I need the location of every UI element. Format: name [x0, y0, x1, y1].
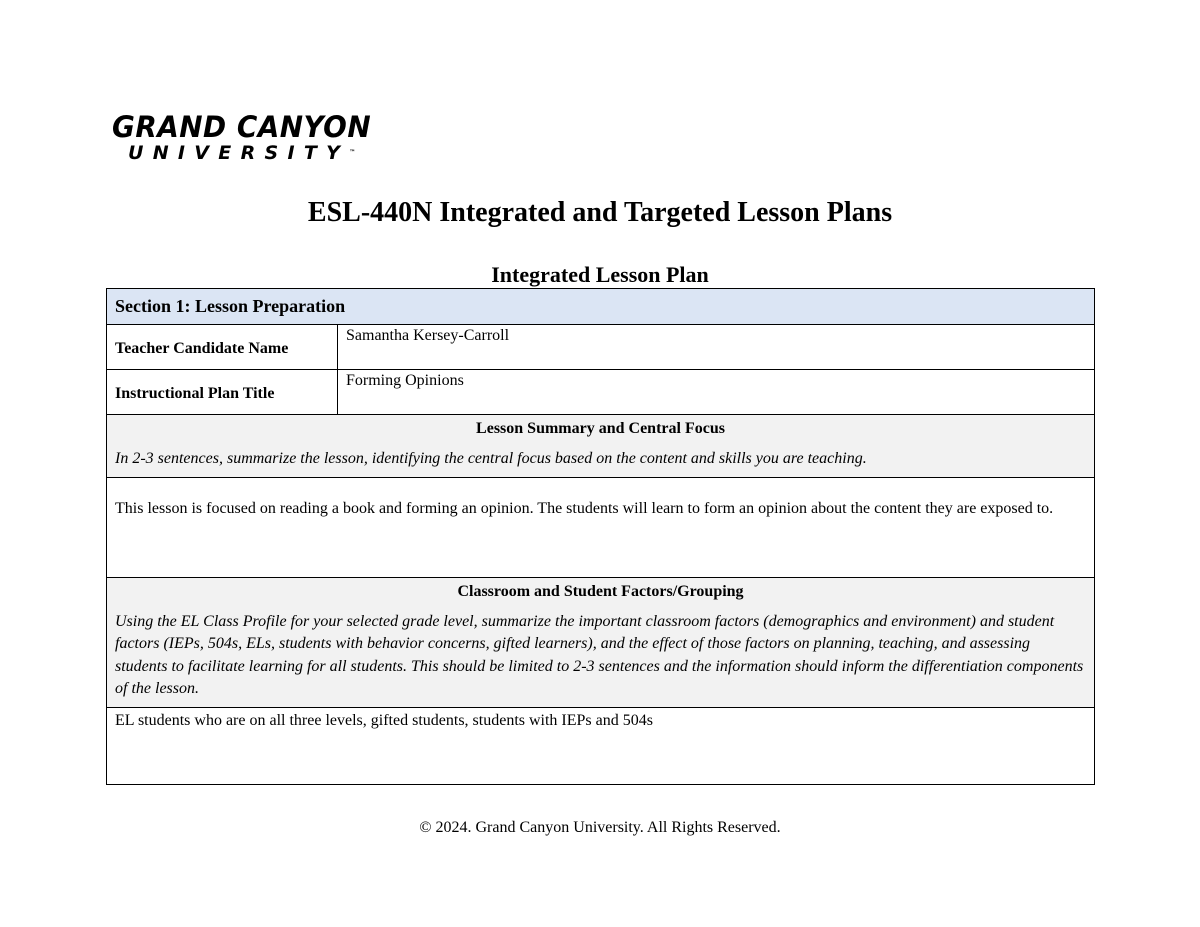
factors-prompt-row [107, 577, 1095, 707]
factors-instructions: Using the EL Class Profile for your selected grade level, summarize the important classroom factors (demographics and environment) and student factors (IEPs, 504s, ELs, students with behavior concerns, gifted learners), and the effect of those factors on planning, teaching, and assessing students to facilitate learning for all students. This should be limited to 2-3 sentences and the information should inform the differentiation components of the lesson. [115, 612, 1084, 697]
logo-wordmark-top: GRAND CANYON [112, 110, 372, 144]
summary-prompt-row [107, 415, 1095, 478]
summary-answer-row [107, 477, 1095, 577]
teacher-name-label: Teacher Candidate Name [107, 325, 338, 370]
logo-wordmark-bottom-text: UNIVERSITY [128, 142, 350, 164]
factors-prompt-cell [107, 577, 1095, 707]
plan-title-row [107, 370, 1095, 415]
summary-answer[interactable]: This lesson is focused on reading a book and forming an opinion. The students will learn to form an opinion about the content they are exposed to. [107, 477, 1095, 577]
section-header-row [107, 289, 1095, 325]
logo-wordmark-bottom [128, 142, 372, 164]
factors-answer[interactable]: EL students who are on all three levels, gifted students, students with IEPs and 504s [107, 707, 1095, 784]
summary-instructions: In 2-3 sentences, summarize the lesson, identifying the central focus based on the content and skills you are teaching. [115, 450, 867, 467]
lesson-preparation-table [106, 288, 1095, 785]
factors-answer-row [107, 707, 1095, 784]
teacher-name-row [107, 325, 1095, 370]
summary-heading: Lesson Summary and Central Focus [476, 420, 725, 437]
teacher-name-value[interactable]: Samantha Kersey-Carroll [338, 325, 1095, 370]
factors-heading: Classroom and Student Factors/Grouping [457, 582, 744, 600]
lesson-plan-title: Integrated Lesson Plan [491, 262, 709, 287]
plan-title-value[interactable]: Forming Opinions [338, 370, 1095, 415]
copyright-footer: © 2024. Grand Canyon University. All Rights Reserved. [419, 819, 781, 836]
summary-prompt-cell [107, 415, 1095, 478]
university-logo [112, 112, 372, 164]
document-title: ESL-440N Integrated and Targeted Lesson Plans [307, 197, 893, 228]
section-header: Section 1: Lesson Preparation [107, 289, 1095, 325]
trademark-mark: ™ [349, 149, 356, 156]
plan-title-label: Instructional Plan Title [107, 370, 338, 415]
